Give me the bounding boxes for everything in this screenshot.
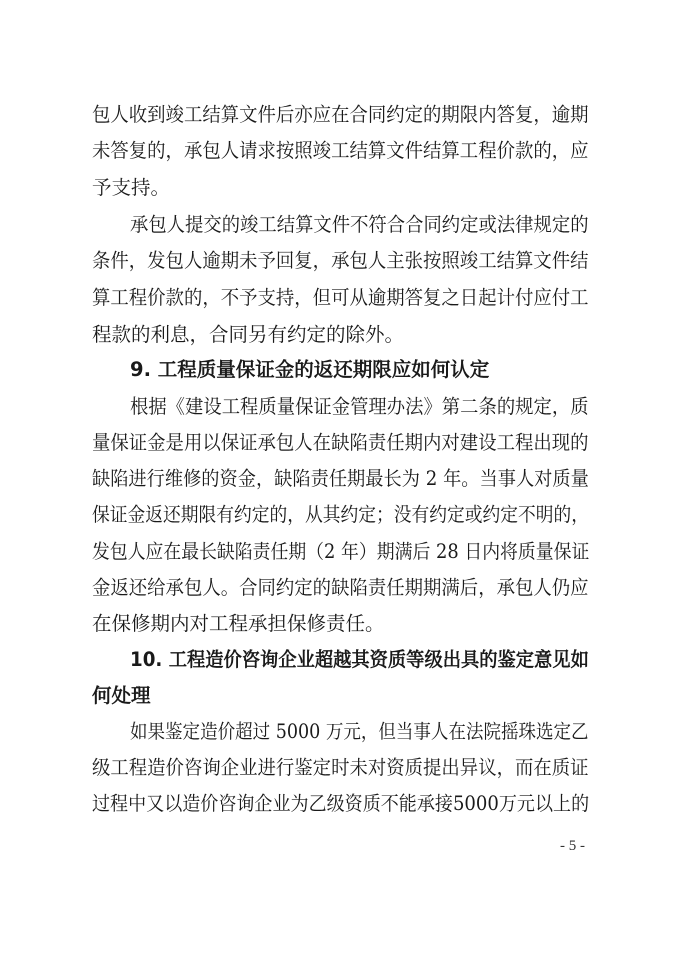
text-line: 予支持。: [92, 176, 171, 199]
text-line: 如果鉴定造价超过 5000 万元，但当事人在法院摇珠选定乙: [130, 720, 589, 743]
text-line: 量保证金是用以保证承包人在缺陷责任期内对建设工程出现的: [92, 431, 589, 454]
text-line: 在保修期内对工程承担保修责任。: [92, 612, 385, 635]
page-number: - 5 -: [560, 838, 585, 854]
text-line: 承包人提交的竣工结算文件不符合合同约定或法律规定的: [130, 213, 589, 236]
text-line: 过程中又以造价咨询企业为乙级资质不能承接5000万元以上的: [92, 792, 590, 815]
text-line: 未答复的，承包人请求按照竣工结算文件结算工程价款的，应: [92, 139, 589, 162]
text-line: 程款的利息，合同另有约定的除外。: [92, 323, 405, 346]
text-line: 算工程价款的，不予支持，但可从逾期答复之日起计付应付工: [92, 286, 589, 309]
section-heading: 9. 工程质量保证金的返还期限应如何认定: [130, 358, 490, 381]
text-line: 包人收到竣工结算文件后亦应在合同约定的期限内答复，逾期: [92, 103, 589, 126]
text-line: 缺陷进行维修的资金，缺陷责任期最长为 2 年。当事人对质量: [92, 467, 589, 490]
text-line: 金返还给承包人。合同约定的缺陷责任期期满后，承包人仍应: [92, 576, 589, 599]
text-line: 根据《建设工程质量保证金管理办法》第二条的规定，质: [130, 395, 589, 418]
section-heading: 10. 工程造价咨询企业超越其资质等级出具的鉴定意见如: [130, 648, 589, 671]
text-line: 发包人应在最长缺陷责任期（2 年）期满后 28 日内将质量保证: [92, 540, 590, 563]
text-line: 条件，发包人逾期未予回复，承包人主张按照竣工结算文件结: [92, 249, 589, 272]
text-line: 级工程造价咨询企业进行鉴定时未对资质提出异议，而在质证: [92, 756, 589, 779]
section-heading: 何处理: [92, 684, 151, 707]
text-line: 保证金返还期限有约定的，从其约定；没有约定或约定不明的，: [92, 503, 590, 526]
